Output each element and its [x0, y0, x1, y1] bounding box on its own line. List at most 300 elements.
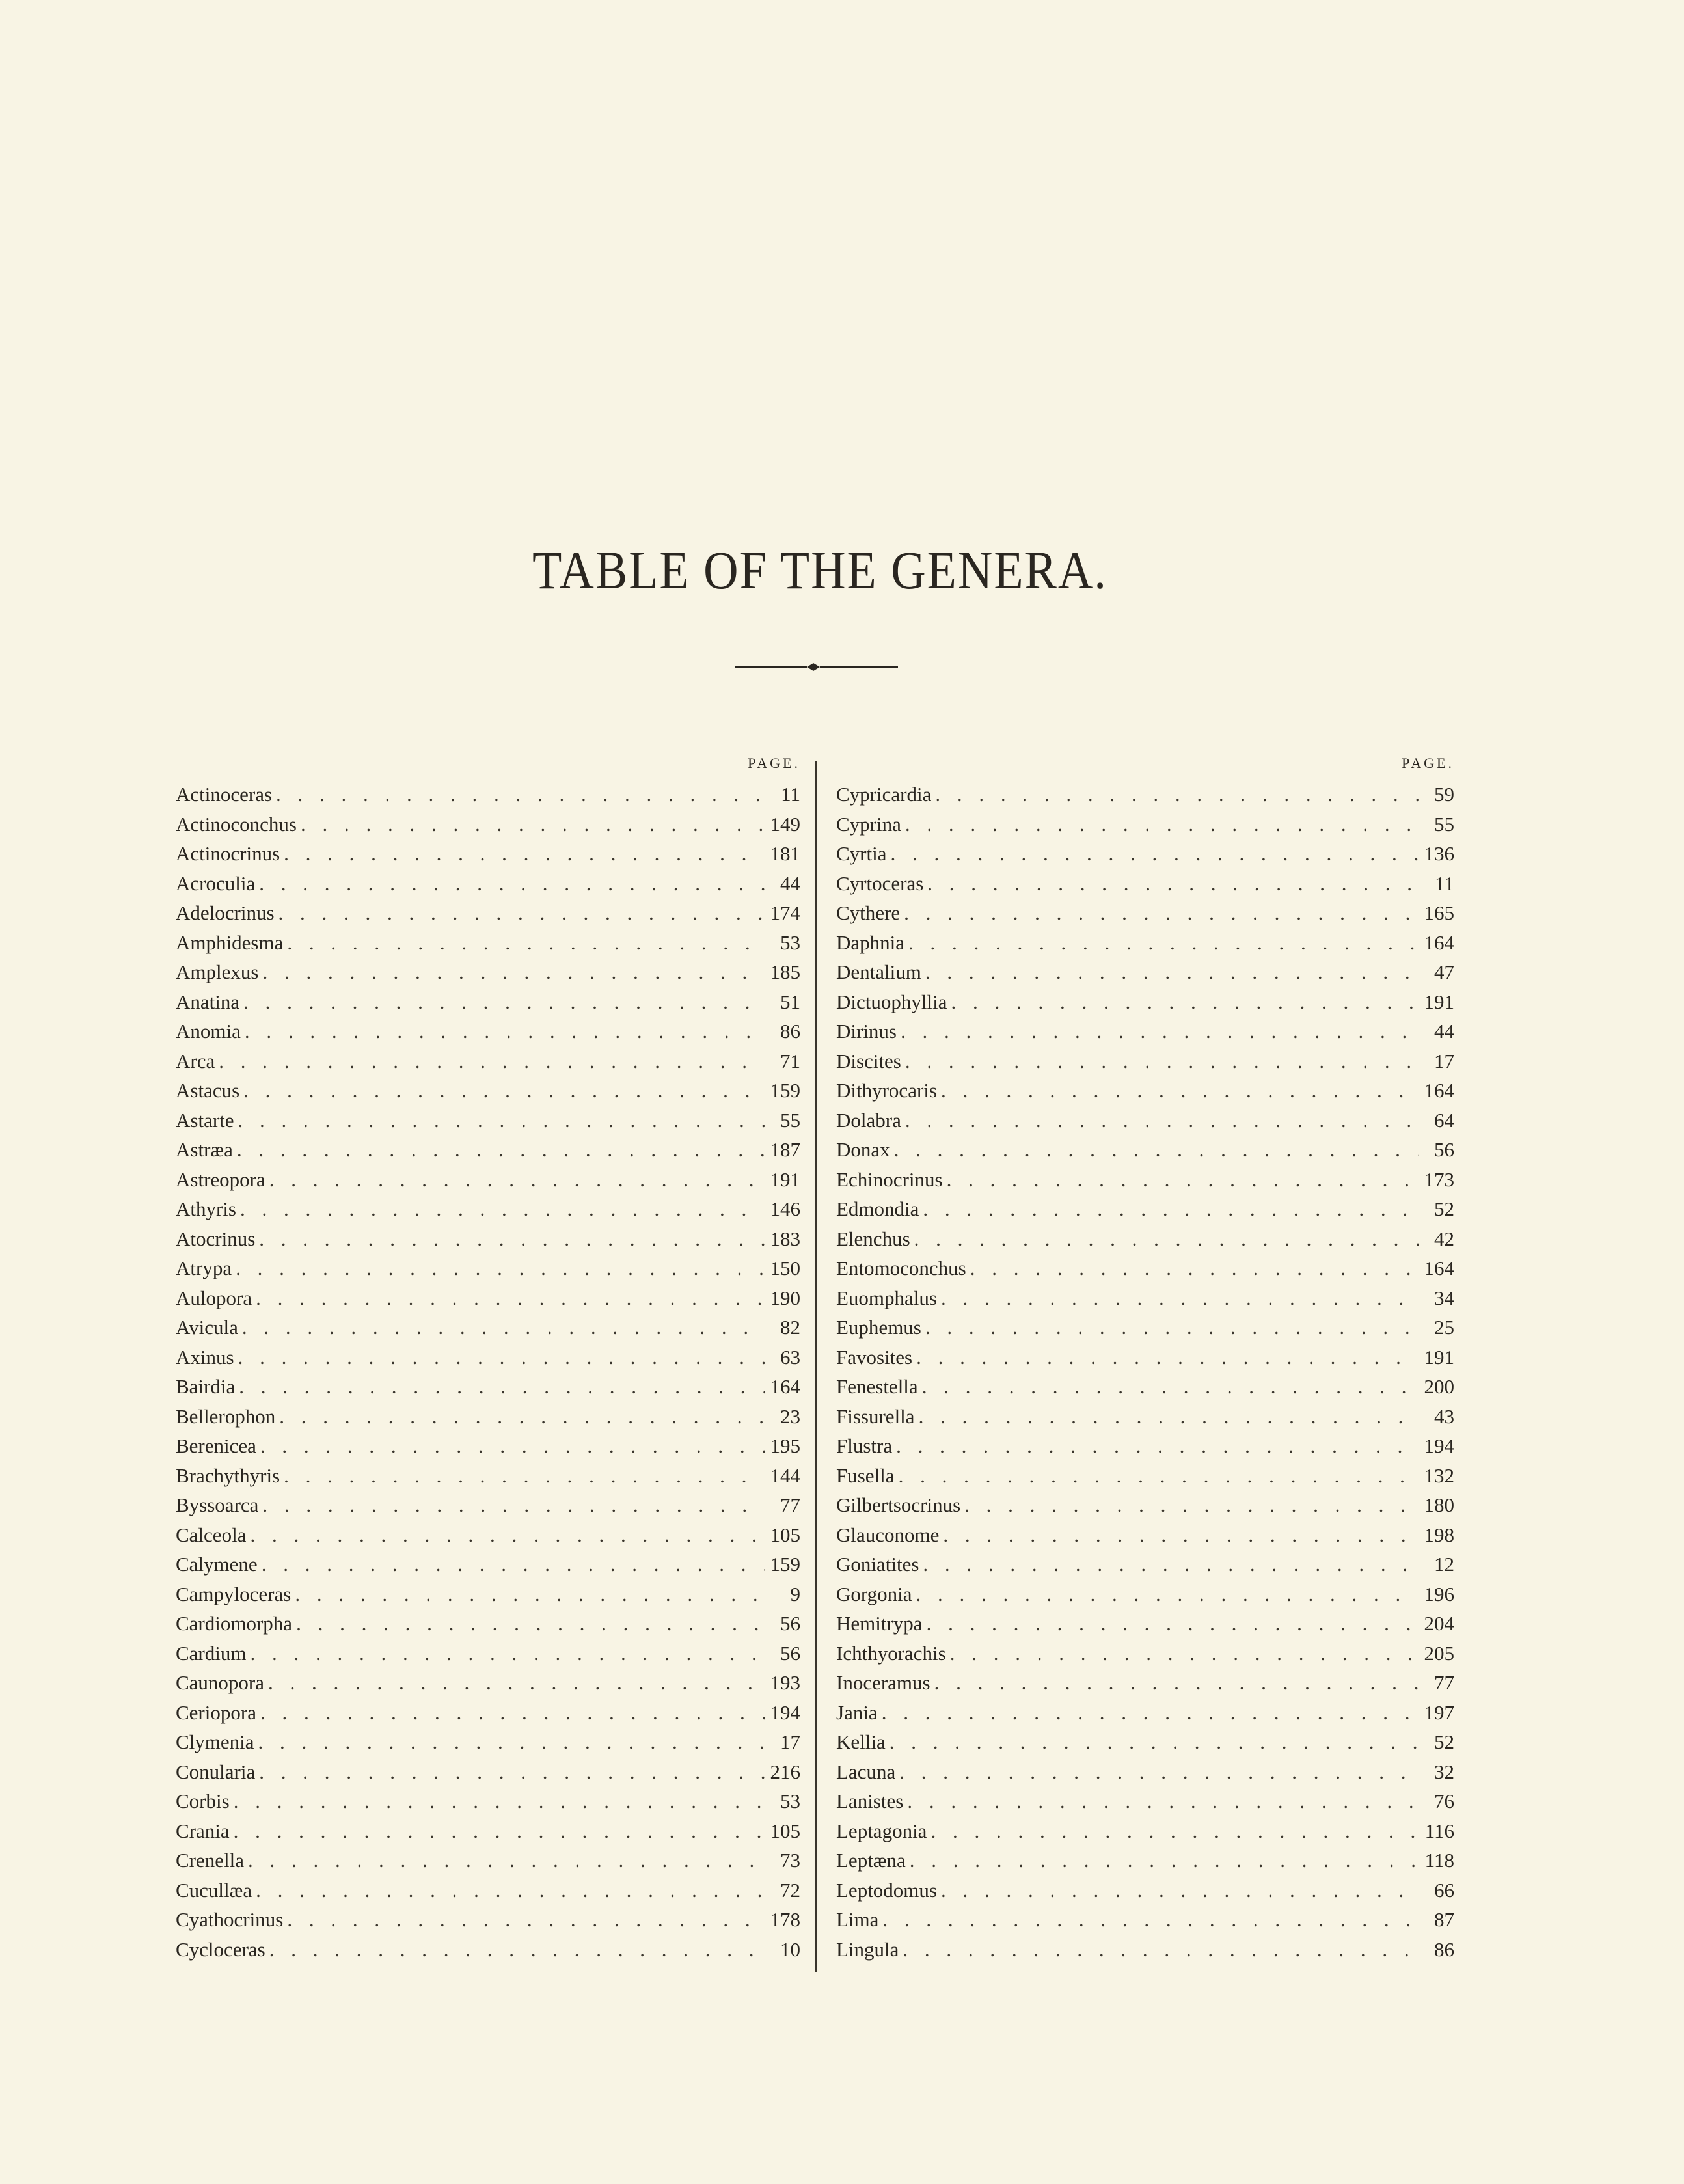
index-entry [176, 1135, 800, 1165]
index-entry [176, 1549, 800, 1579]
index-entry [836, 1490, 1454, 1520]
page-number: 195 [770, 1434, 800, 1457]
genus-name: Anatina [176, 990, 240, 1013]
page-number: 43 [1434, 1404, 1454, 1428]
index-entry [836, 1579, 1454, 1609]
page-number: 44 [780, 871, 800, 895]
page-number: 53 [780, 1790, 800, 1812]
index-entry [176, 1757, 800, 1787]
page-number: 164 [770, 1375, 800, 1398]
page-number: 191 [1424, 1345, 1454, 1369]
page-number: 200 [1424, 1375, 1454, 1398]
index-entry [176, 1461, 800, 1491]
page-number: 34 [1434, 1286, 1454, 1309]
page-number: 178 [770, 1908, 800, 1931]
page-number: 105 [770, 1523, 800, 1546]
page-number: 23 [780, 1404, 800, 1428]
page-number: 71 [780, 1049, 800, 1072]
genus-name: Calceola [176, 1523, 247, 1546]
genus-name: Cyathocrinus [176, 1908, 284, 1931]
genus-name: Flustra [836, 1434, 893, 1457]
page-number: 17 [1434, 1049, 1454, 1072]
left-entries [176, 780, 800, 1964]
index-entry [176, 1639, 800, 1669]
page-number: 196 [1424, 1582, 1454, 1605]
page-number: 17 [780, 1730, 800, 1753]
genus-name: Clymenia [176, 1730, 254, 1753]
dot-leader [287, 928, 765, 958]
page-number: 118 [1424, 1849, 1454, 1872]
index-entry [836, 1520, 1454, 1550]
genus-name: Brachythyris [176, 1464, 280, 1487]
dot-leader [250, 1520, 765, 1550]
dot-leader [970, 1253, 1419, 1283]
column-divider [815, 761, 817, 1972]
index-entry [176, 1106, 800, 1136]
genus-name: Aulopora [176, 1286, 252, 1309]
page-number: 55 [780, 1108, 800, 1132]
genus-name: Dictuophyllia [836, 990, 947, 1013]
right-column [836, 755, 1454, 1964]
index-entry [176, 1698, 800, 1728]
dot-leader [923, 1549, 1419, 1579]
dot-leader [295, 1579, 765, 1609]
index-entry [176, 1668, 800, 1698]
index-entry [836, 839, 1454, 869]
dot-leader [905, 1106, 1419, 1136]
page-number: 52 [1434, 1730, 1454, 1753]
index-entry [176, 1786, 800, 1816]
dot-leader [259, 1224, 765, 1254]
index-entry [176, 1609, 800, 1639]
index-entry [836, 1194, 1454, 1224]
genus-name: Ceriopora [176, 1700, 256, 1724]
index-entry [176, 1372, 800, 1402]
page-number: 183 [770, 1227, 800, 1250]
page-title: TABLE OF THE GENERA. [532, 540, 1107, 601]
dot-leader [907, 1786, 1419, 1816]
genus-name: Cythere [836, 901, 901, 924]
index-entry [836, 1135, 1454, 1165]
dot-leader [935, 780, 1419, 810]
genus-name: Euomphalus [836, 1286, 937, 1309]
genus-name: Edmondia [836, 1197, 919, 1220]
page-number: 12 [1434, 1553, 1454, 1576]
dot-leader [927, 1609, 1419, 1639]
page-number: 32 [1434, 1760, 1454, 1783]
index-entry [176, 928, 800, 958]
dot-leader [925, 1313, 1419, 1343]
genus-name: Adelocrinus [176, 901, 275, 924]
index-entry [176, 898, 800, 928]
genus-name: Atrypa [176, 1257, 232, 1279]
index-entry [176, 869, 800, 899]
dot-leader [899, 1757, 1419, 1787]
index-entry [176, 1017, 800, 1046]
index-entry [836, 987, 1454, 1017]
index-entry [176, 1727, 800, 1757]
dot-leader [890, 1727, 1419, 1757]
page-number: 159 [770, 1553, 800, 1576]
page-column-header: PAGE. [748, 755, 800, 771]
ornament-divider [735, 657, 898, 677]
dot-leader [259, 869, 765, 899]
genus-name: Dentalium [836, 961, 921, 983]
page-number: 76 [1434, 1790, 1454, 1812]
dot-leader [269, 1165, 765, 1195]
genus-name: Avicula [176, 1316, 238, 1339]
page-number: 55 [1434, 812, 1454, 836]
index-entry [836, 1846, 1454, 1876]
dot-leader [910, 1846, 1419, 1876]
index-entry [176, 1046, 800, 1076]
index-entry [836, 1609, 1454, 1639]
page-number: 11 [1435, 871, 1454, 895]
dot-leader [882, 1905, 1419, 1935]
genus-name: Lanistes [836, 1790, 904, 1812]
index-entry [176, 1402, 800, 1432]
dot-leader [262, 1490, 765, 1520]
page-number: 73 [780, 1849, 800, 1872]
genus-name: Echinocrinus [836, 1167, 943, 1191]
index-entry [836, 1668, 1454, 1698]
page-number: 82 [780, 1316, 800, 1339]
genus-name: Dithyrocaris [836, 1079, 937, 1102]
index-entry [836, 1106, 1454, 1136]
dot-leader [899, 1461, 1419, 1491]
page-number: 86 [780, 1020, 800, 1043]
dot-leader [941, 1876, 1419, 1905]
genus-name: Astarte [176, 1108, 234, 1132]
index-entry [836, 1165, 1454, 1195]
genus-name: Atocrinus [176, 1227, 256, 1250]
page-number: 87 [1434, 1908, 1454, 1931]
genus-name: Kellia [836, 1730, 886, 1753]
page-number: 44 [1434, 1020, 1454, 1043]
genus-name: Lima [836, 1908, 879, 1931]
genus-name: Dolabra [836, 1108, 901, 1132]
genus-name: Gilbertsocrinus [836, 1494, 961, 1516]
page-number: 63 [780, 1345, 800, 1369]
index-entry [176, 810, 800, 839]
dot-leader [901, 1017, 1419, 1046]
index-entry [836, 1431, 1454, 1461]
genus-name: Caunopora [176, 1671, 265, 1694]
page-number: 150 [770, 1257, 800, 1279]
genus-name: Favosites [836, 1345, 913, 1369]
dot-leader [882, 1698, 1419, 1728]
page-number: 72 [780, 1878, 800, 1902]
page-number: 144 [770, 1464, 800, 1487]
dot-leader [279, 1402, 765, 1432]
dot-leader [287, 1905, 765, 1935]
dot-leader [950, 1639, 1419, 1669]
genus-name: Actinocrinus [176, 842, 280, 865]
index-entry [176, 1165, 800, 1195]
genus-name: Cucullæa [176, 1878, 252, 1902]
index-entry [176, 1194, 800, 1224]
page-number: 159 [770, 1079, 800, 1102]
genus-name: Lingula [836, 1937, 899, 1961]
dot-leader [904, 898, 1419, 928]
genus-name: Euphemus [836, 1316, 921, 1339]
index-entry [836, 957, 1454, 987]
index-entry [836, 1343, 1454, 1372]
page-number: 10 [780, 1937, 800, 1961]
index-entry [836, 1372, 1454, 1402]
genus-name: Cyrtoceras [836, 871, 924, 895]
dot-leader [243, 987, 765, 1017]
dot-leader [941, 1283, 1419, 1313]
right-entries [836, 780, 1454, 1964]
index-entry [836, 810, 1454, 839]
genus-name: Bellerophon [176, 1404, 276, 1428]
page-number: 86 [1434, 1937, 1454, 1961]
index-entry [836, 1253, 1454, 1283]
genus-name: Discites [836, 1049, 901, 1072]
genus-name: Anomia [176, 1020, 241, 1043]
dot-leader [260, 1698, 765, 1728]
dot-leader [238, 1106, 765, 1136]
page-number: 51 [780, 990, 800, 1013]
page-number: 59 [1434, 783, 1454, 806]
genus-name: Cardiomorpha [176, 1612, 293, 1635]
page-number: 191 [770, 1167, 800, 1191]
genus-name: Calymene [176, 1553, 258, 1576]
genus-name: Campyloceras [176, 1582, 292, 1605]
page-number: 77 [780, 1494, 800, 1516]
dot-leader [237, 1135, 765, 1165]
genus-name: Ichthyorachis [836, 1641, 946, 1665]
genus-name: Glauconome [836, 1523, 940, 1546]
page-number: 105 [770, 1819, 800, 1842]
genus-name: Entomoconchus [836, 1257, 966, 1279]
genus-name: Conularia [176, 1760, 256, 1783]
page-number: 198 [1424, 1523, 1454, 1546]
page-number: 174 [770, 901, 800, 924]
page-number: 204 [1424, 1612, 1454, 1635]
dot-leader [269, 1935, 765, 1965]
genus-name: Amphidesma [176, 931, 284, 954]
index-entry [836, 780, 1454, 810]
index-entry [836, 898, 1454, 928]
page-number: 42 [1434, 1227, 1454, 1250]
genus-name: Leptodomus [836, 1878, 937, 1902]
page-number: 116 [1424, 1819, 1454, 1842]
dot-leader [905, 810, 1419, 839]
dot-leader [258, 1727, 765, 1757]
genus-name: Actinoconchus [176, 812, 297, 836]
page-column-header: PAGE. [1402, 755, 1454, 771]
page-number: 216 [770, 1760, 800, 1783]
dot-leader [239, 1372, 765, 1402]
dot-leader [296, 1609, 765, 1639]
page-number: 146 [770, 1197, 800, 1220]
left-column [176, 755, 800, 1964]
dot-leader [951, 987, 1419, 1017]
genus-name: Jania [836, 1700, 878, 1724]
genus-name: Hemitrypa [836, 1612, 923, 1635]
page-number: 164 [1424, 931, 1454, 954]
genus-name: Elenchus [836, 1227, 910, 1250]
page-number: 194 [770, 1700, 800, 1724]
page-number: 64 [1434, 1108, 1454, 1132]
index-entry [176, 1935, 800, 1965]
index-entry [836, 1283, 1454, 1313]
page-number: 25 [1434, 1316, 1454, 1339]
genus-name: Inoceramus [836, 1671, 930, 1694]
dot-leader [930, 1816, 1419, 1846]
dot-leader [919, 1402, 1419, 1432]
dot-leader [922, 1372, 1419, 1402]
index-entry [836, 1698, 1454, 1728]
dot-leader [284, 1461, 765, 1491]
dot-leader [301, 810, 765, 839]
dot-leader [916, 1579, 1419, 1609]
index-entry [176, 1283, 800, 1313]
page-number: 164 [1424, 1257, 1454, 1279]
index-entry [836, 1727, 1454, 1757]
index-entry [836, 1224, 1454, 1254]
genus-name: Acroculia [176, 871, 256, 895]
index-entry [176, 1253, 800, 1283]
page-number: 187 [770, 1138, 800, 1161]
dot-leader [245, 1017, 765, 1046]
index-entry [176, 957, 800, 987]
page-number: 194 [1424, 1434, 1454, 1457]
page-number: 56 [1434, 1138, 1454, 1161]
genus-name: Leptæna [836, 1849, 906, 1872]
genus-name: Dirinus [836, 1020, 897, 1043]
genus-name: Astacus [176, 1079, 240, 1102]
index-entry [176, 1224, 800, 1254]
dot-leader [234, 1786, 765, 1816]
index-entry [836, 1935, 1454, 1965]
page-number: 197 [1424, 1700, 1454, 1724]
index-entry [176, 1846, 800, 1876]
dot-leader [256, 1283, 765, 1313]
index-entry [836, 1046, 1454, 1076]
page-number: 164 [1424, 1079, 1454, 1102]
dot-leader [891, 839, 1420, 869]
dot-leader [916, 1343, 1419, 1372]
dot-leader [894, 1135, 1419, 1165]
genus-name: Actinoceras [176, 783, 273, 806]
dot-leader [242, 1313, 765, 1343]
page-number: 56 [780, 1641, 800, 1665]
page-number: 132 [1424, 1464, 1454, 1487]
dot-leader [256, 1876, 765, 1905]
index-entry [176, 1876, 800, 1905]
genus-name: Cypricardia [836, 783, 932, 806]
genus-name: Fusella [836, 1464, 895, 1487]
dot-leader [896, 1431, 1419, 1461]
dot-leader [903, 1935, 1419, 1965]
page-number: 66 [1434, 1878, 1454, 1902]
genus-name: Fenestella [836, 1375, 918, 1398]
index-entry [836, 1639, 1454, 1669]
index-entry [176, 1520, 800, 1550]
index-entry [836, 1757, 1454, 1787]
index-entry [176, 1490, 800, 1520]
index-entry [836, 1549, 1454, 1579]
genus-name: Amplexus [176, 961, 259, 983]
page-number: 53 [780, 931, 800, 954]
dot-leader [262, 1549, 765, 1579]
index-entry [836, 1076, 1454, 1106]
index-entry [176, 1905, 800, 1935]
page-number: 181 [770, 842, 800, 865]
index-entry [836, 928, 1454, 958]
dot-leader [260, 1431, 765, 1461]
index-entry [176, 839, 800, 869]
dot-leader [219, 1046, 765, 1076]
dot-leader [248, 1846, 765, 1876]
page-number: 56 [780, 1612, 800, 1635]
index-entry [836, 1461, 1454, 1491]
page-number: 149 [770, 812, 800, 836]
dot-leader [943, 1520, 1419, 1550]
genus-name: Leptagonia [836, 1819, 927, 1842]
genus-name: Cyrtia [836, 842, 887, 865]
dot-leader [238, 1343, 765, 1372]
genus-name: Byssoarca [176, 1494, 259, 1516]
index-entry [176, 1431, 800, 1461]
genus-name: Athyris [176, 1197, 236, 1220]
index-entry [176, 987, 800, 1017]
dot-leader [259, 1757, 765, 1787]
genus-name: Cyprina [836, 812, 901, 836]
index-entry [836, 1905, 1454, 1935]
page-number: 9 [790, 1582, 800, 1605]
genus-name: Crania [176, 1819, 230, 1842]
genus-name: Goniatites [836, 1553, 919, 1576]
index-entry [176, 1579, 800, 1609]
dot-leader [236, 1253, 765, 1283]
index-entry [836, 1816, 1454, 1846]
page-number: 190 [770, 1286, 800, 1309]
genus-name: Axinus [176, 1345, 234, 1369]
page-number: 191 [1424, 990, 1454, 1013]
genus-name: Corbis [176, 1790, 230, 1812]
genus-name: Astreopora [176, 1167, 265, 1191]
index-entry [836, 1786, 1454, 1816]
genus-name: Bairdia [176, 1375, 236, 1398]
page-number: 136 [1424, 842, 1454, 865]
dot-leader [914, 1224, 1419, 1254]
index-entry [836, 1402, 1454, 1432]
genus-name: Arca [176, 1049, 215, 1072]
dot-leader [934, 1668, 1419, 1698]
dot-leader [947, 1165, 1419, 1195]
page-number: 52 [1434, 1197, 1454, 1220]
page-number: 180 [1424, 1494, 1454, 1516]
genus-name: Crenella [176, 1849, 245, 1872]
genus-name: Fissurella [836, 1404, 915, 1428]
page-number: 205 [1424, 1641, 1454, 1665]
genus-name: Cycloceras [176, 1937, 265, 1961]
dot-leader [964, 1490, 1419, 1520]
index-entry [836, 1017, 1454, 1046]
dot-leader [925, 957, 1419, 987]
page-number: 77 [1434, 1671, 1454, 1694]
index-entry [836, 1876, 1454, 1905]
genus-name: Astræa [176, 1138, 233, 1161]
genus-name: Donax [836, 1138, 890, 1161]
index-entry [176, 1076, 800, 1106]
genus-name: Gorgonia [836, 1582, 912, 1605]
page-number: 193 [770, 1671, 800, 1694]
